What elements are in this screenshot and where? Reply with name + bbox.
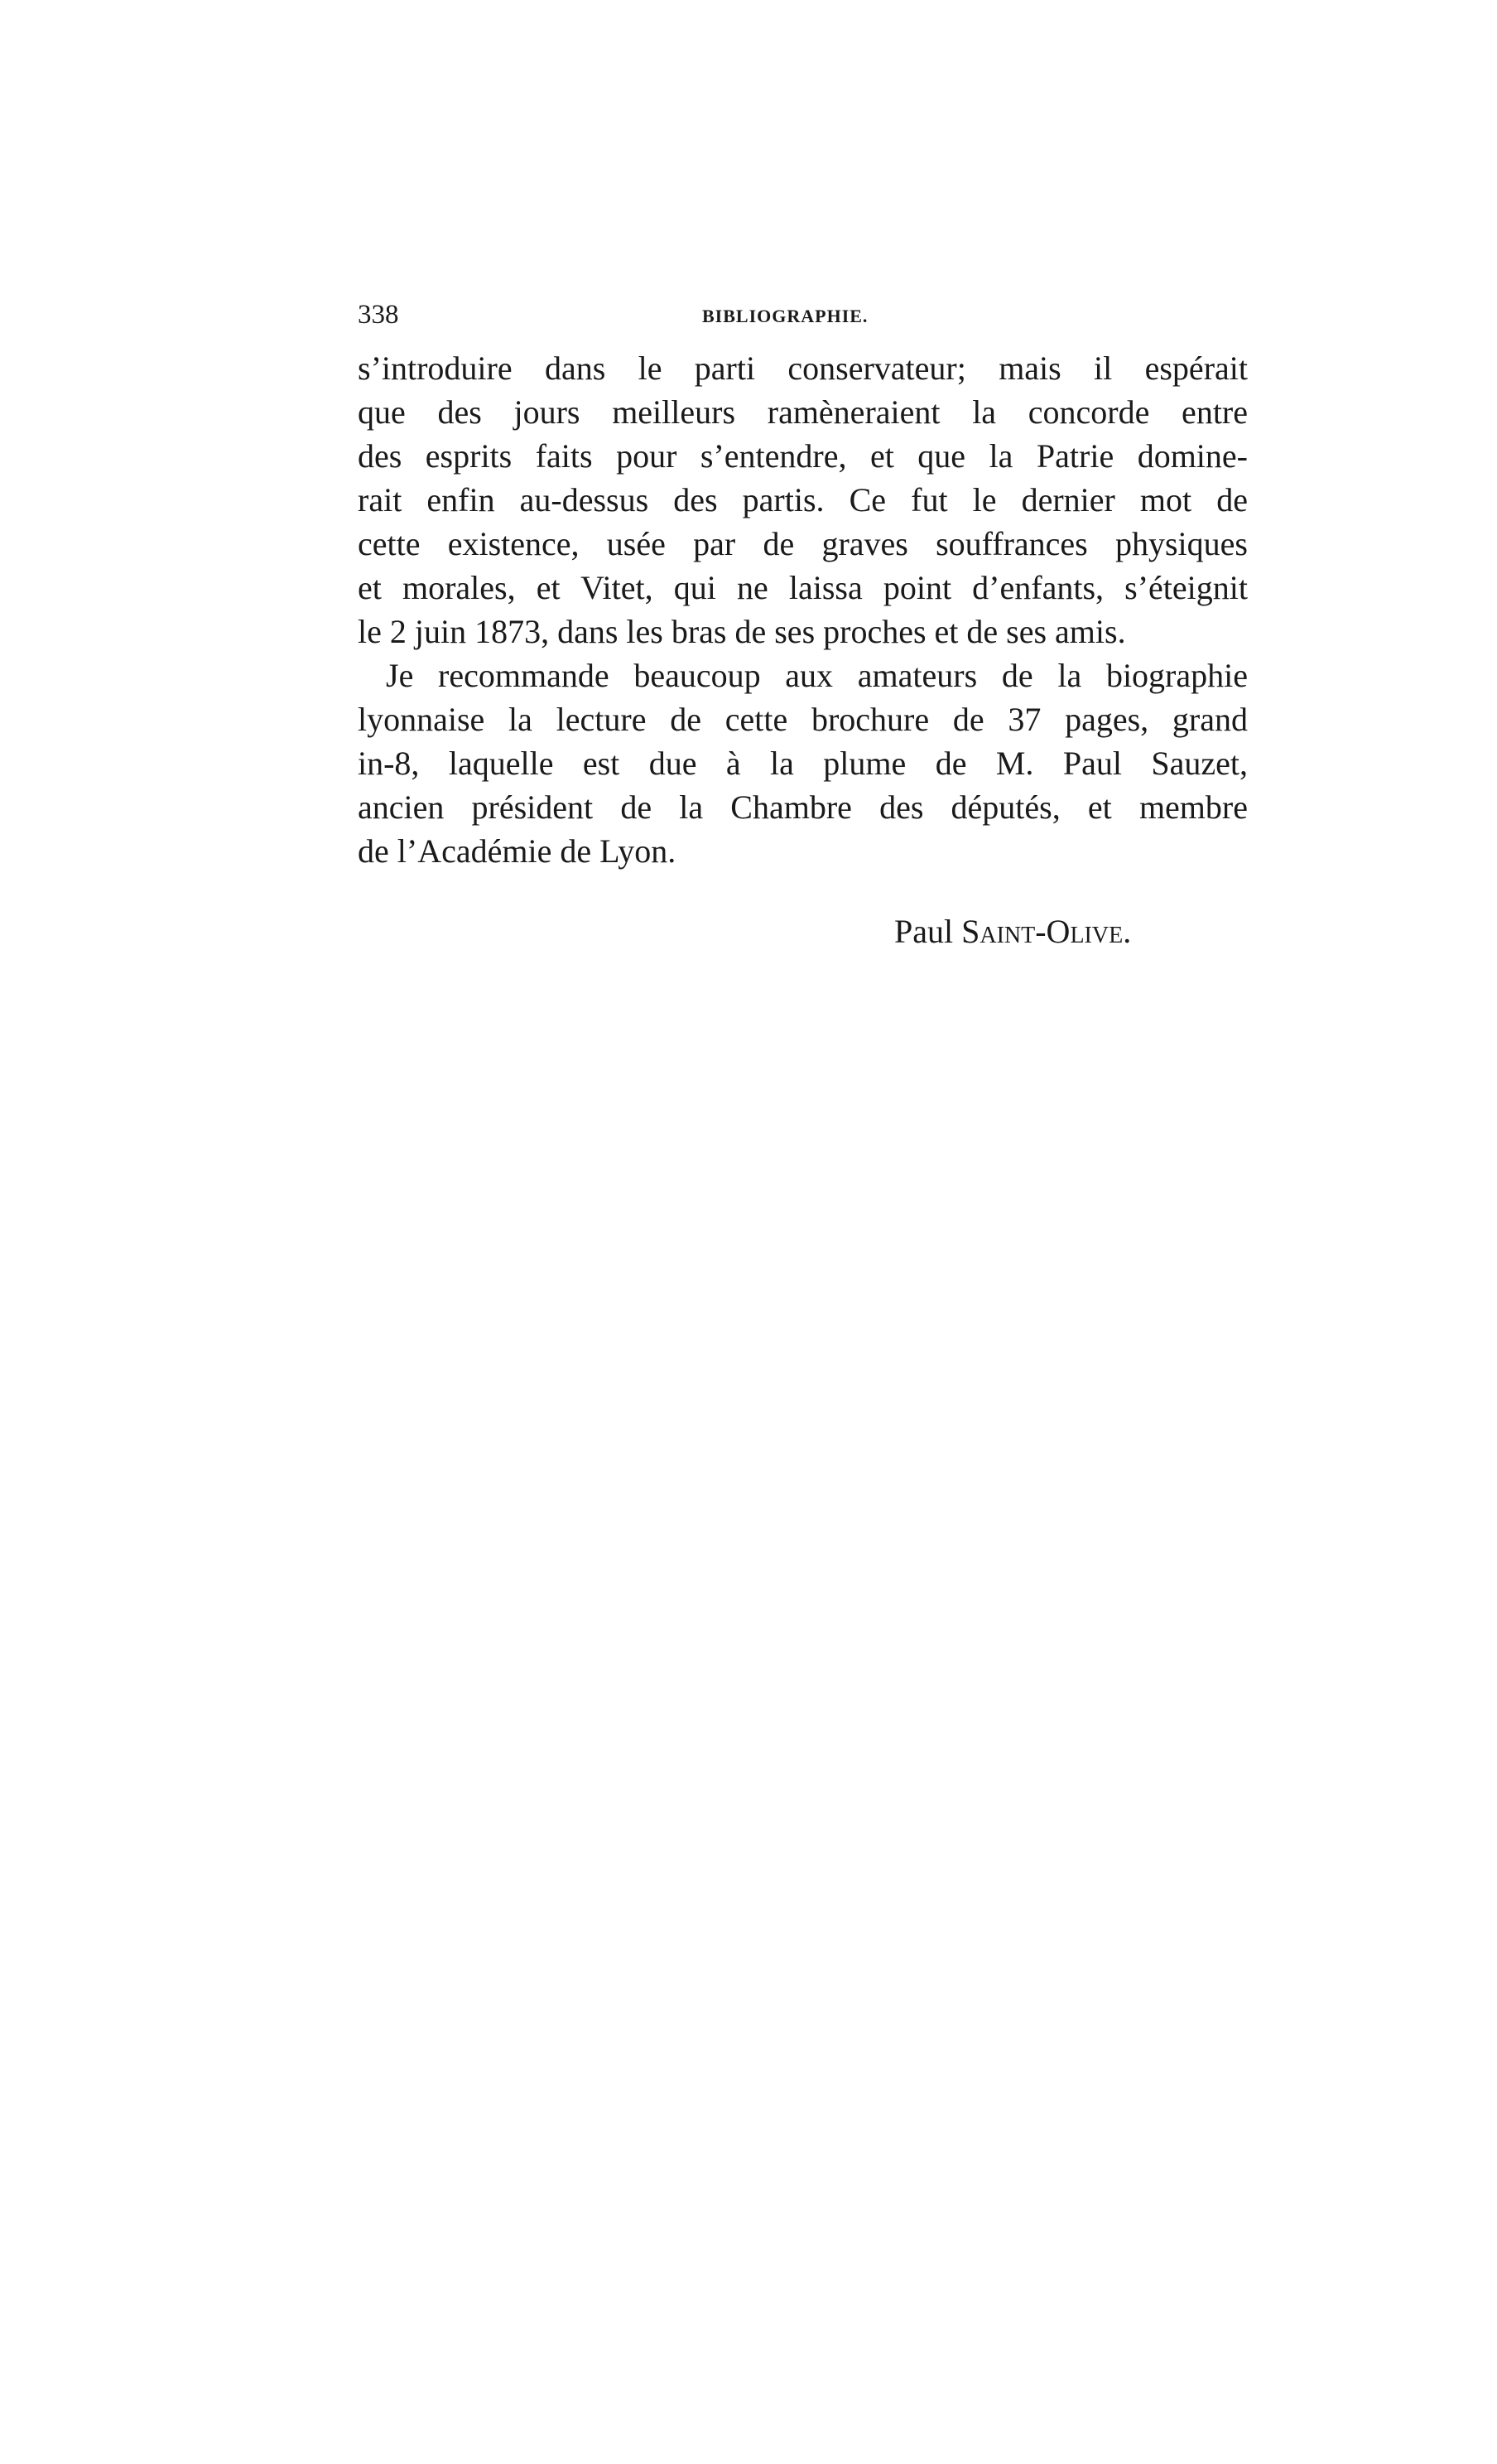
text-line: in-8, laquelle est due à la plume de M. Paul Sauzet, [358, 745, 1248, 782]
text-line: s’introduire dans le parti conservateur; mais il espérait [358, 350, 1248, 387]
text-line: que des jours meilleurs ramèneraient la concorde entre [358, 393, 1248, 431]
text-line: et morales, et Vitet, qui ne laissa point d’enfants, s’éteignit [358, 569, 1248, 606]
text-line: lyonnaise la lecture de cette brochure de 37 pages, grand [358, 701, 1248, 738]
paragraph-2 [358, 653, 1248, 873]
signature-first-name: Paul [894, 913, 954, 950]
page-number: 338 [358, 300, 399, 330]
text-line: Je recommande beaucoup aux amateurs de la biographie [386, 657, 1248, 694]
text-line: cette existence, usée par de graves souffrances physiques [358, 525, 1248, 562]
author-signature [894, 909, 1131, 954]
text-line: rait enfin au-dessus des partis. Ce fut le dernier mot de [358, 481, 1248, 518]
running-head: BIBLIOGRAPHIE. [702, 306, 869, 326]
text-line: le 2 juin 1873, dans les bras de ses proches et de ses amis. [358, 613, 1126, 650]
page-header [358, 297, 1235, 333]
text-line: de l’Académie de Lyon. [358, 832, 676, 870]
body-text [358, 346, 1248, 873]
paragraph-1 [358, 346, 1248, 653]
text-line: des esprits faits pour s’entendre, et que la Patrie domine- [358, 437, 1248, 475]
text-line: ancien président de la Chambre des députés, et membre [358, 788, 1248, 826]
signature-last-name: Saint-Olive. [961, 913, 1132, 950]
